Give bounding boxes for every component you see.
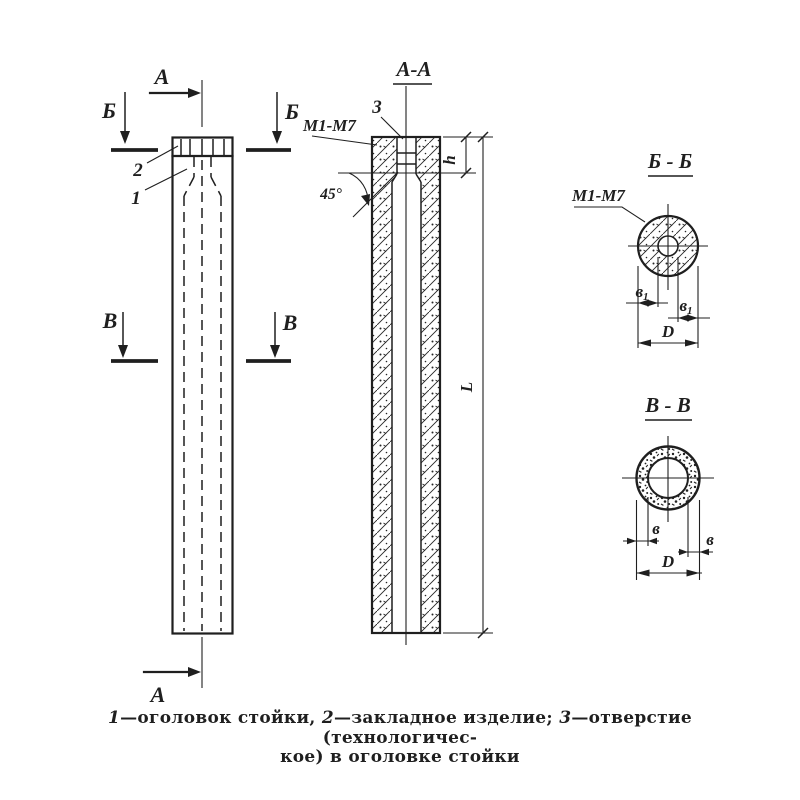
caption-num-1: 1 <box>107 708 121 728</box>
caption-line-1: 1—оголовок стойки, 2—закладное изделие; 3—отверстие (технологичес- <box>107 708 693 748</box>
section-v-right-arrowhead-icon <box>270 345 280 358</box>
caption-num-2: 2 <box>321 708 334 728</box>
dim-b1-right-label: в1 <box>679 296 693 317</box>
section-v-left-label: В <box>102 308 118 333</box>
section-vv-view <box>622 393 714 580</box>
wall-right-hatch <box>416 137 440 633</box>
dim-d-bb-label: D <box>661 322 675 341</box>
section-a-top-label: А <box>154 64 170 89</box>
dim-d-vv-label: D <box>661 552 675 571</box>
section-b-left-arrowhead-icon <box>120 131 130 144</box>
section-aa-title: А-А <box>396 57 432 81</box>
callout-2-label: 2 <box>133 160 143 181</box>
embed-mark-bb-leader <box>574 207 645 222</box>
dim-d-bb-arrow-icon <box>638 340 651 347</box>
dim-d-vv-arrow-icon <box>637 570 650 577</box>
section-b-left-label: Б <box>102 98 116 123</box>
section-bb-title: Б - Б <box>647 149 693 173</box>
section-a-bottom-label: А <box>150 682 166 707</box>
dim-d-vv-arrow-icon <box>687 570 700 577</box>
dim-b-right-arrow-icon <box>679 549 688 555</box>
callout-1-label: 1 <box>131 188 141 209</box>
embed-mark-aa-label: М1-М7 <box>303 116 356 135</box>
callout-3-leader <box>381 117 403 139</box>
dim-b-left-arrow-icon <box>648 538 657 544</box>
chamfer-angle-label: 45° <box>320 186 342 203</box>
embed-mark-bb-label: М1-М7 <box>572 186 625 205</box>
section-b-right-label: Б <box>285 99 299 124</box>
dim-b-left-arrow-icon <box>627 538 637 544</box>
dim-d-bb-arrow-icon <box>685 340 698 347</box>
figure-caption <box>70 709 730 768</box>
dim-l-label: L <box>457 381 476 393</box>
section-a-top-arrowhead-icon <box>188 88 201 98</box>
front-view <box>101 64 299 707</box>
caption-num-3: 3 <box>559 708 572 728</box>
dim-b-right-arrow-icon <box>700 549 710 555</box>
callout-3-label: 3 <box>372 97 382 118</box>
section-v-left-arrowhead-icon <box>118 345 128 358</box>
dim-b1-left-label: в1 <box>635 282 649 303</box>
dim-h-label: h <box>440 155 459 165</box>
section-vv-title: В - В <box>645 393 691 417</box>
section-a-bottom-arrowhead-icon <box>188 667 201 677</box>
section-aa-view <box>302 57 493 645</box>
wall-left-hatch <box>372 137 397 633</box>
dim-b-left-label: в <box>652 519 660 538</box>
caption-line-2: кое) в оголовке стойки <box>280 747 520 768</box>
section-v-right-label: В <box>282 310 298 335</box>
section-b-right-arrowhead-icon <box>272 131 282 144</box>
dim-b1-left-arrow-icon <box>647 300 658 307</box>
section-bb-view <box>571 149 710 348</box>
dim-b-right-label: в <box>706 530 714 549</box>
embed-mark-aa-leader <box>312 136 377 145</box>
